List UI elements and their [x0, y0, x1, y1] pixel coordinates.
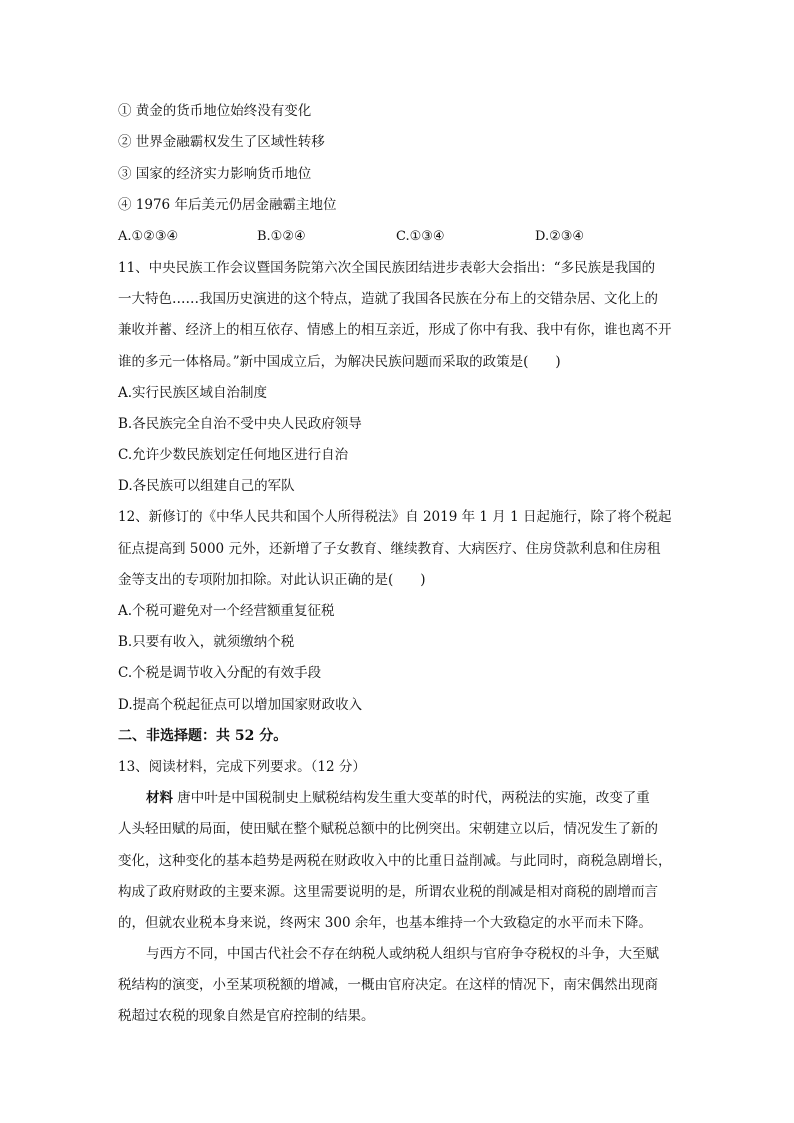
q12-option-a: A.个税可避免对一个经营额重复征税 — [118, 603, 335, 620]
q10-choice-a: A.①②③④ — [118, 228, 179, 244]
statement-3: ③ 国家的经济实力影响货币地位 — [118, 165, 312, 182]
material-line: 变化，这种变化的基本趋势是两税在财政收入中的比重日益削减。与此同时，商税急剧增长， — [118, 852, 672, 869]
q12-option-c: C.个税是调节收入分配的有效手段 — [118, 665, 322, 682]
q12-stem-line: 12、新修订的《中华人民共和国个人所得税法》自 2019 年 1 月 1 日起施行，除了将个税起 — [118, 509, 672, 526]
material-line — [118, 787, 678, 809]
q11-stem-line: 11、中央民族工作会议暨国务院第六次全国民族团结进步表彰大会指出：“多民族是我国的 — [118, 259, 656, 276]
q11-option-b: B.各民族完全自治不受中央人民政府领导 — [118, 415, 362, 432]
material-block — [118, 787, 678, 1027]
q11-stem-line: 兼收并蓄、经济上的相互依存、情感上的相互亲近，形成了你中有我、我中有你，谁也离不开 — [118, 322, 672, 339]
material-line: 与西方不同，中国古代社会不存在纳税人或纳税人组织与官府争夺税权的斗争，大至赋 — [146, 946, 659, 963]
q13-intro: 13、阅读材料，完成下列要求。（12 分） — [118, 758, 366, 775]
q12-stem-line: 金等支出的专项附加扣除。对此认识正确的是( ) — [118, 571, 426, 588]
q11-stem-line: 谁的多元一体格局。”新中国成立后，为解决民族问题而采取的政策是( ) — [118, 353, 561, 370]
question-11 — [118, 257, 678, 497]
section-title: 二、非选择题：共 52 分。 — [118, 727, 288, 744]
q10-choice-b: B.①②④ — [257, 228, 306, 244]
statement-4: ④ 1976 年后美元仍居金融霸主地位 — [118, 197, 337, 214]
statement-2: ② 世界金融霸权发生了区域性转移 — [118, 134, 325, 151]
material-line: 税结构的演变，小至某项税额的增减，一概由官府决定。在这样的情况下，南宋偶然出现商 — [118, 977, 658, 994]
material-line: 构成了政府财政的主要来源。这里需要说明的是，所谓农业税的削减是相对商税的剧增而言 — [118, 883, 658, 900]
q11-option-a: A.实行民族区域自治制度 — [118, 384, 268, 401]
q10-choice-c: C.①③④ — [396, 228, 445, 244]
question-12 — [118, 506, 678, 715]
q12-option-b: B.只要有收入，就须缴纳个税 — [118, 634, 295, 651]
q12-stem-line: 征点提高到 5000 元外，还新增了子女教育、继续教育、大病医疗、住房贷款利息和住房租 — [118, 540, 661, 557]
material-line: 的，但就农业税本身来说，终两宋 300 余年，也基本维持一个大致稳定的水平而未下降。 — [118, 914, 652, 931]
material-text: 唐中叶是中国税制史上赋税结构发生重大变革的时代，两税法的实施，改变了重 — [173, 790, 650, 807]
statement-list — [118, 100, 678, 216]
exam-page — [118, 100, 678, 1037]
material-label: 材料 — [146, 790, 173, 807]
q10-choices — [118, 226, 678, 248]
q12-option-d: D.提高个税起征点可以增加国家财政收入 — [118, 696, 363, 713]
q11-option-d: D.各民族可以组建自己的军队 — [118, 478, 295, 495]
statement-1: ① 黄金的货币地位始终没有变化 — [118, 103, 312, 119]
material-line: 税超过农税的现象自然是官府控制的结果。 — [118, 1008, 375, 1025]
q11-stem-line: 一大特色……我国历史演进的这个特点，造就了我国各民族在分布上的交错杂居、文化上的 — [118, 291, 658, 308]
material-line: 人头轻田赋的局面，使田赋在整个赋税总额中的比例突出。宋朝建立以后，情况发生了新的 — [118, 821, 658, 838]
q10-choice-d: D.②③④ — [535, 228, 585, 244]
q11-option-c: C.允许少数民族划定任何地区进行自治 — [118, 447, 349, 464]
